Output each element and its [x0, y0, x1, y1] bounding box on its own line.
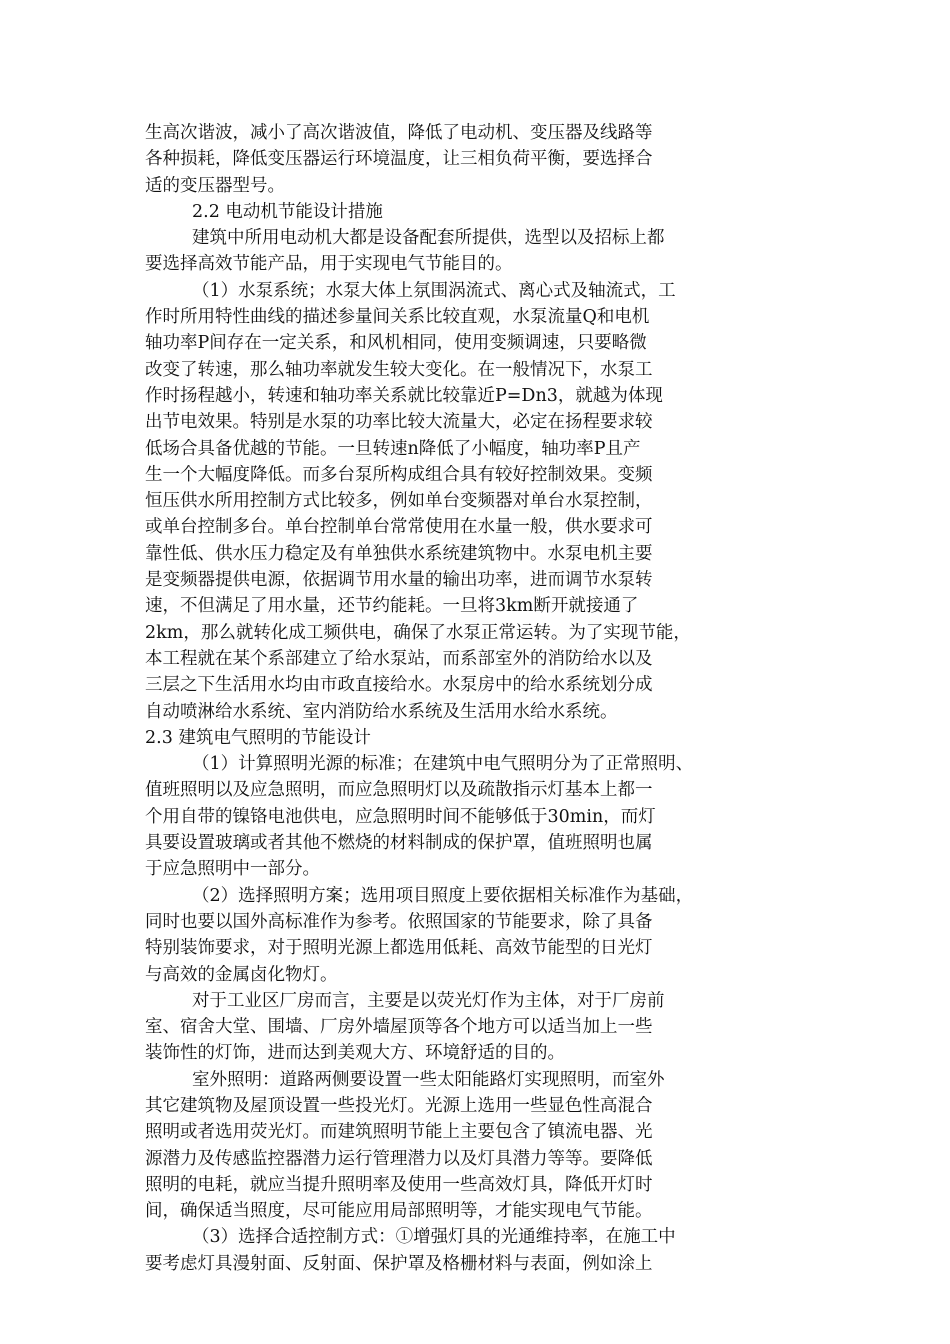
text-line: 改变了转速，那么轴功率就发生较大变化。在一般情况下，水泵工	[145, 359, 653, 380]
text-line: 具要设置玻璃或者其他不燃烧的材料制成的保护罩，值班照明也属	[145, 833, 653, 854]
text-line: 作时所用特性曲线的描述参量间关系比较直观，水泵流量Q和电机	[145, 307, 650, 328]
text-line: 出节电效果。特别是水泵的功率比较大流量大，必定在扬程要求较	[145, 412, 653, 433]
text-line: 源潜力及传感监控器潜力运行管理潜力以及灯具潜力等等。要降低	[145, 1148, 653, 1169]
text-line: 速，不但满足了用水量，还节约能耗。一旦将3km断开就接通了	[145, 596, 639, 617]
text-line: 自动喷淋给水系统、室内消防给水系统及生活用水给水系统。	[145, 701, 618, 722]
text-line: 或单台控制多台。单台控制单台常常使用在水量一般，供水要求可	[145, 517, 653, 538]
text-line: 要选择高效节能产品，用于实现电气节能目的。	[145, 254, 513, 275]
text-line: 个用自带的镍铬电池供电，应急照明时间不能够低于30min，而灯	[145, 806, 656, 827]
text-line: 同时也要以国外高标准作为参考。依照国家的节能要求，除了具备	[145, 911, 653, 932]
document-page	[145, 120, 805, 1277]
text-line: 2km，那么就转化成工频供电，确保了水泵正常运转。为了实现节能，	[145, 622, 691, 643]
text-line: 对于工业区厂房而言，主要是以荧光灯作为主体，对于厂房前	[192, 990, 665, 1011]
text-line: （3）选择合适控制方式：①增强灯具的光通维持率，在施工中	[192, 1227, 676, 1248]
text-line: 照明或者选用荧光灯。而建筑照明节能上主要包含了镇流电器、光	[145, 1122, 653, 1143]
text-line: 适的变压器型号。	[145, 175, 285, 196]
text-line: 其它建筑物及屋顶设置一些投光灯。光源上选用一些显色性高混合	[145, 1095, 653, 1116]
text-line: 是变频器提供电源，依据调节用水量的输出功率，进而调节水泵转	[145, 570, 653, 591]
text-line: 生一个大幅度降低。而多台泵所构成组合具有较好控制效果。变频	[145, 464, 653, 485]
text-line: 生高次谐波，减小了高次谐波值，降低了电动机、变压器及线路等	[145, 123, 653, 143]
text-line: 低场合具备优越的节能。一旦转速n降低了小幅度，轴功率P且产	[145, 438, 641, 459]
text-line: 三层之下生活用水均由市政直接给水。水泵房中的给水系统划分成	[145, 675, 653, 696]
text-line: 装饰性的灯饰，进而达到美观大方、环境舒适的目的。	[145, 1043, 565, 1064]
text-line: 轴功率P间存在一定关系，和风机相同，使用变频调速，只要略微	[145, 333, 647, 354]
text-line: 与高效的金属卤化物灯。	[145, 964, 338, 985]
text-line: （1）计算照明光源的标准；在建筑中电气照明分为了正常照明、	[192, 754, 694, 775]
text-line: 2.3 建筑电气照明的节能设计	[145, 727, 371, 748]
text-line: 间，确保适当照度，尽可能应用局部照明等，才能实现电气节能。	[145, 1201, 653, 1222]
text-line: 作时扬程越小，转速和轴功率关系就比较靠近P=Dn3，就越为体现	[145, 385, 663, 406]
text-line: 室、宿舍大堂、围墙、厂房外墙屋顶等各个地方可以适当加上一些	[145, 1017, 653, 1038]
text-line: 靠性低、供水压力稳定及有单独供水系统建筑物中。水泵电机主要	[145, 543, 653, 564]
text-line: 值班照明以及应急照明，而应急照明灯以及疏散指示灯基本上都一	[145, 780, 653, 801]
text-line: 照明的电耗，就应当提升照明率及使用一些高效灯具，降低开灯时	[145, 1174, 653, 1195]
text-line: 特别装饰要求，对于照明光源上都选用低耗、高效节能型的日光灯	[145, 938, 653, 959]
text-line: （1）水泵系统；水泵大体上氛围涡流式、离心式及轴流式，工	[192, 280, 676, 301]
text-line: 各种损耗，降低变压器运行环境温度，让三相负荷平衡，要选择合	[145, 149, 653, 170]
text-line: 要考虑灯具漫射面、反射面、保护罩及格栅材料与表面，例如涂上	[145, 1253, 653, 1274]
text-line: 恒压供水所用控制方式比较多，例如单台变频器对单台水泵控制，	[145, 491, 653, 512]
text-line: 本工程就在某个系部建立了给水泵站，而系部室外的消防给水以及	[145, 648, 653, 669]
text-line: （2）选择照明方案；选用项目照度上要依据相关标准作为基础，	[192, 885, 694, 906]
text-line: 于应急照明中一部分。	[145, 859, 320, 880]
text-line: 建筑中所用电动机大都是设备配套所提供，选型以及招标上都	[192, 228, 665, 249]
text-line: 2.2 电动机节能设计措施	[192, 201, 383, 222]
text-line: 室外照明：道路两侧要设置一些太阳能路灯实现照明，而室外	[192, 1069, 665, 1090]
